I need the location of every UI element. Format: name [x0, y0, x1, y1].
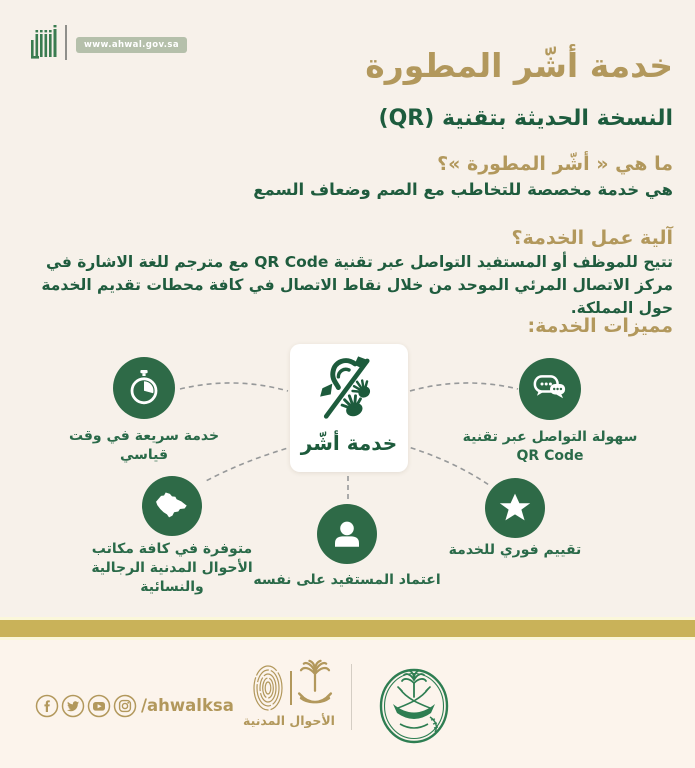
page-title: خدمة أشّر المطورة: [365, 46, 673, 85]
fingerprint-icon: [250, 662, 286, 718]
twitter-icon[interactable]: [61, 694, 85, 718]
stopwatch-icon: [124, 368, 164, 408]
what-body: هي خدمة مخصصة للتخاطب مع الصم وضعاف السمع: [253, 180, 673, 199]
feature-circle-self-service: [317, 504, 377, 564]
how-body: تتيح للموظف أو المستفيد التواصل عبر تقنية QR Code مع مترجم للغة الاشارة في مركز الاتصال المرئي الموحد من خلال نقاط الاتصال في كافة محطات تقديم الخدمة حول المملكة.: [41, 253, 673, 317]
person-icon: [327, 514, 367, 554]
chat-bubbles-icon: [529, 368, 571, 410]
palm-swords-icon: [296, 659, 334, 719]
feature-circle-offices: [142, 476, 202, 536]
civil-affairs-name: الأحوال المدنية: [243, 713, 335, 728]
saudi-map-icon: [151, 485, 193, 527]
feature-label-rating: تقييم فوري للخدمة: [448, 542, 582, 558]
logo-divider: [290, 671, 292, 705]
social-handle[interactable]: /ahwalksa: [141, 696, 234, 715]
page-subtitle: النسخة الحديثة بتقنية (QR): [378, 106, 673, 131]
center-service-card: [290, 344, 408, 472]
feature-circle-fast: [113, 357, 175, 419]
feature-circle-qr-chat: [519, 358, 581, 420]
feature-label-offices: متوفرة في كافة مكاتب الأحوال المدنية الرجالية والنسائية: [91, 541, 253, 595]
how-heading: آلية عمل الخدمة؟: [511, 227, 673, 249]
feature-circle-rating: [485, 478, 545, 538]
instagram-icon[interactable]: [113, 694, 137, 718]
feature-label-self-service: اعتماد المستفيد على نفسه: [253, 572, 441, 588]
ministry-of-interior-emblem-icon: [378, 667, 450, 749]
header-divider: [65, 25, 67, 60]
star-icon: [495, 488, 535, 528]
footer-separator: [351, 664, 352, 730]
facebook-icon[interactable]: [35, 694, 59, 718]
what-heading: ما هي « أشّر المطورة »؟: [437, 153, 673, 175]
deaf-sign-language-icon: [311, 351, 387, 427]
gold-band: [0, 620, 695, 637]
youtube-icon[interactable]: [87, 694, 111, 718]
center-service-label: خدمة أشّر: [300, 431, 398, 455]
absher-bars-icon: [29, 21, 61, 67]
site-url-chip[interactable]: www.ahwal.gov.sa: [76, 37, 187, 53]
feature-label-fast: خدمة سريعة في وقت قياسي: [68, 428, 220, 463]
feature-label-qr-chat: سهولة التواصل عبر تقنية QR Code: [462, 429, 638, 464]
features-heading: مميزات الخدمة:: [527, 315, 673, 337]
